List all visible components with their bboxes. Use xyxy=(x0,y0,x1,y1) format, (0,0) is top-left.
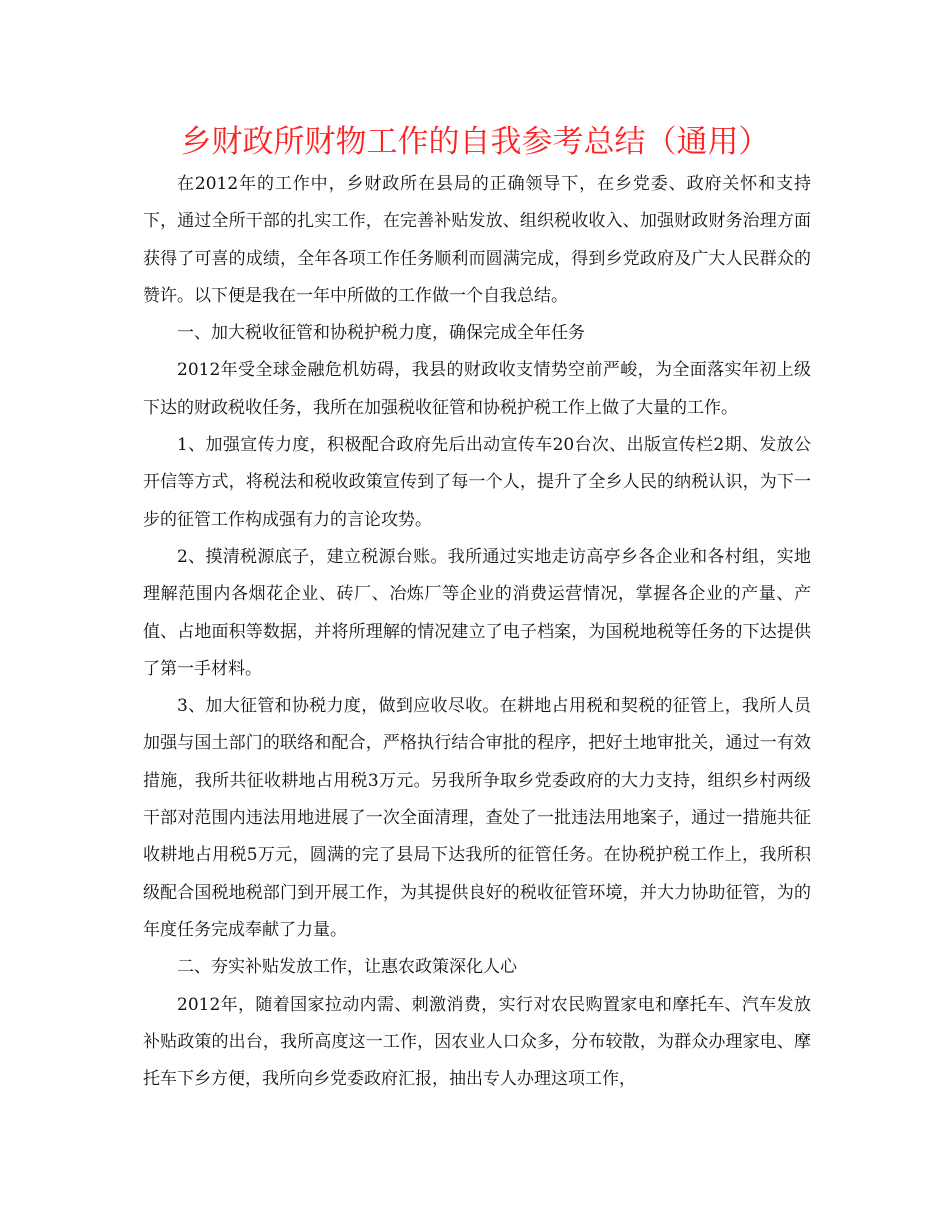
paragraph-item-3: 3、加大征管和协税力度，做到应收尽收。在耕地占用税和契税的征管上，我所人员加强与国土部门的联络和配合，严格执行结合审批的程序，把好土地审批关，通过一有效措施，我所共征收耕地占用税3万元。另我所争取乡党委政府的大力支持，组织乡村两级干部对范围内违法用地进展了一次全面清理，查处了一批违法用地案子，通过一措施共征收耕地占用税5万元，圆满的完了县局下达我所的征管任务。在协税护税工作上，我所积级配合国税地税部门到开展工作，为其提供良好的税收征管环境，并大力协助征管，为的年度任务完成奉献了力量。 xyxy=(143,696,811,940)
paragraph-subsidy: 2012年，随着国家拉动内需、刺激消费，实行对农民购置家电和摩托车、汽车发放补贴政策的出台，我所高度这一工作，因农业人口众多，分布较散，为群众办理家电、摩托车下乡方便，我所向乡党委政府汇报，抽出专人办理这项工作， xyxy=(143,994,811,1090)
paragraph-item-2: 2、摸清税源底子，建立税源台账。我所通过实地走访高亭乡各企业和各村组，实地理解范围内各烟花企业、砖厂、冶炼厂等企业的消费运营情况，掌握各企业的产量、产值、占地面积等数据，并将所理解的情况建立了电子档案，为国税地税等任务的下达提供了第一手材料。 xyxy=(143,546,811,679)
paragraph-tax-overview: 2012年受全球金融危机妨碍，我县的财政收支情势空前严峻，为全面落实年初上级下达的财政税收任务，我所在加强税收征管和协税护税工作上做了大量的工作。 xyxy=(143,360,811,418)
paragraph-item-1: 1、加强宣传力度，积极配合政府先后出动宣传车20台次、出版宣传栏2期、发放公开信等方式，将税法和税收政策宣传到了每一个人，提升了全乡人民的纳税认识，为下一步的征管工作构成强有力的言论攻势。 xyxy=(143,435,811,530)
document-body xyxy=(143,166,811,1098)
section-heading-2: 二、夯实补贴发放工作，让惠农政策深化人心 xyxy=(177,957,517,978)
document-title: 乡财政所财物工作的自我参考总结（通用） xyxy=(180,124,770,160)
section-heading-1: 一、加大税收征管和协税护税力度，确保完成全年任务 xyxy=(177,323,585,344)
paragraph-intro: 在2012年的工作中，乡财政所在县局的正确领导下，在乡党委、政府关怀和支持下，通过全所干部的扎实工作，在完善补贴发放、组织税收收入、加强财政财务治理方面获得了可喜的成绩，全年各项工作任务顺利而圆满完成，得到乡党政府及广大人民群众的赞许。以下便是我在一年中所做的工作做一个自我总结。 xyxy=(143,174,811,306)
